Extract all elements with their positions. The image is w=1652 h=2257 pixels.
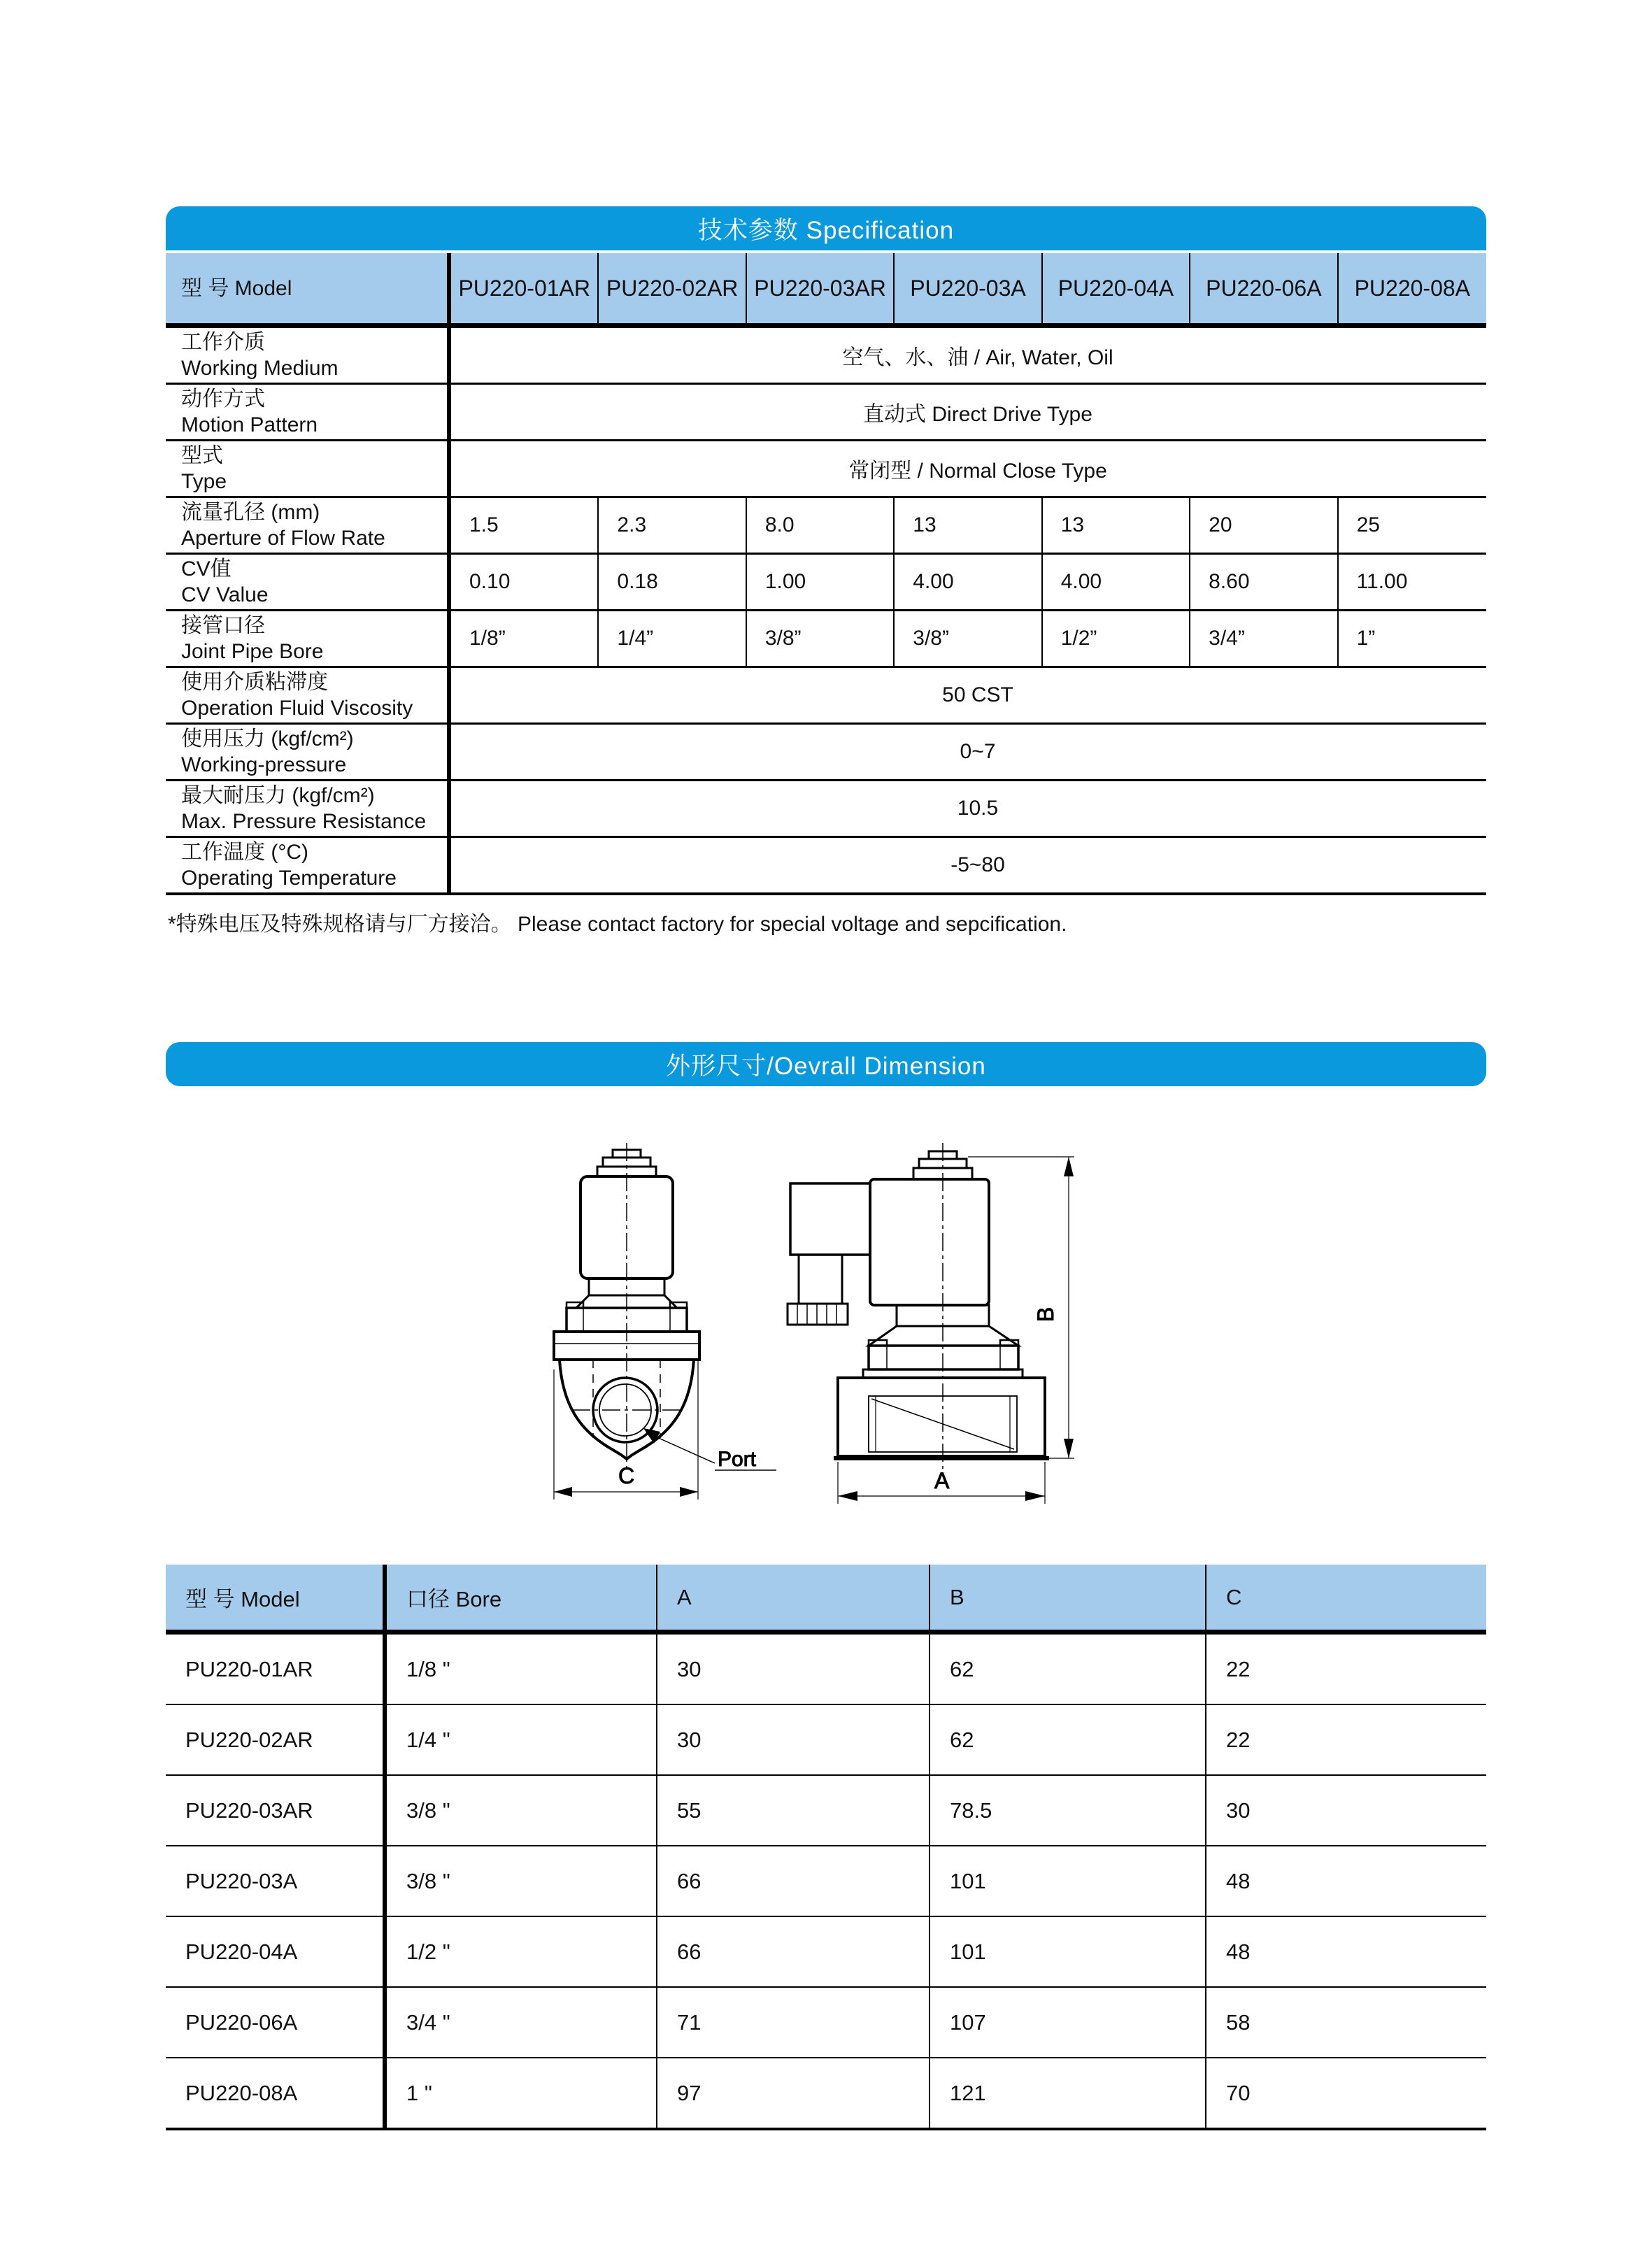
model-col-header: PU220-03A (895, 253, 1042, 323)
dim-a: 71 (657, 1988, 930, 2057)
model-header-label: 型 号 Model (166, 253, 451, 323)
row-value: 常闭型 / Normal Close Type (848, 460, 1107, 483)
dimension-b (968, 1157, 1074, 1458)
dim-header-bore: 口径 Bore (387, 1565, 657, 1630)
port-label: Port (718, 1448, 757, 1471)
valve-dimension-drawing (553, 1139, 1098, 1586)
dim-c: 58 (1226, 2009, 1251, 2035)
dim-a: 97 (657, 2058, 930, 2128)
dim-b: 101 (930, 1846, 1206, 1916)
din-connector (788, 1183, 870, 1325)
specification-table (166, 253, 1486, 895)
valve-line-drawing (553, 1139, 1098, 1586)
dimension-c (554, 1361, 698, 1500)
row-value: 空气、水、油 / Air, Water, Oil (842, 346, 1113, 369)
dim-b: 78.5 (930, 1776, 1206, 1845)
dim-bore: 1/2 " (387, 1917, 657, 1986)
dim-a: 66 (657, 1846, 930, 1916)
dim-a: 30 (657, 1705, 930, 1774)
dim-b: 62 (930, 1635, 1206, 1704)
row-label-en: Operation Fluid Viscosity (181, 697, 413, 720)
spec-section-title: 技术参数 Specification (697, 216, 955, 244)
spec-row-max-pressure (166, 781, 1486, 838)
row-label-cn: CV值 (181, 557, 232, 581)
row-value: 20 (1190, 498, 1338, 553)
row-value: 0~7 (960, 740, 996, 763)
row-label-cn: 使用介质粘滞度 (181, 671, 328, 694)
row-value: 13 (895, 498, 1042, 553)
dim-c: 22 (1226, 1727, 1251, 1752)
dim-b: 121 (930, 2058, 1206, 2128)
row-value: 11.00 (1356, 570, 1408, 593)
dim-model: PU220-08A (166, 2058, 387, 2128)
dim-c: 22 (1226, 1656, 1251, 1681)
dim-c: 48 (1226, 1939, 1251, 1964)
table-row (166, 1776, 1486, 1846)
dimension-section-title: 外形尺寸/Oevrall Dimension (666, 1052, 986, 1080)
row-label-cn: 工作温度 (°C) (181, 841, 308, 864)
dim-c-label: C (618, 1463, 635, 1488)
row-value: 1.5 (451, 498, 599, 553)
row-label-en: Motion Pattern (181, 413, 318, 436)
row-value: 8.60 (1190, 555, 1338, 609)
dim-header-c: C (1226, 1584, 1242, 1609)
row-label-cn: 使用压力 (kgf/cm²) (181, 727, 354, 750)
model-col-header: PU220-04A (1043, 253, 1190, 323)
model-header-row (166, 253, 1486, 328)
row-label-en: Max. Pressure Resistance (181, 810, 427, 833)
spec-row-cv-value (166, 555, 1486, 611)
row-value: 4.00 (1043, 555, 1190, 609)
row-value: 直动式 Direct Drive Type (863, 403, 1092, 426)
row-value: 1/2” (1043, 611, 1190, 666)
model-col-header: PU220-03AR (747, 253, 895, 323)
row-value: -5~80 (950, 853, 1005, 876)
row-value: 1.00 (747, 555, 895, 609)
row-label-cn: 动作方式 (181, 387, 265, 411)
row-label-en: Aperture of Flow Rate (181, 527, 385, 550)
dim-bore: 3/8 " (387, 1846, 657, 1916)
row-label-en: Working-pressure (181, 753, 347, 776)
spec-row-working-medium (166, 328, 1486, 385)
dim-bore: 3/8 " (387, 1776, 657, 1845)
row-label-cn: 工作介质 (181, 331, 265, 354)
dim-b: 62 (930, 1705, 1206, 1774)
dim-b: 101 (930, 1917, 1206, 1986)
row-value: 3/8” (747, 611, 895, 666)
dim-c: 70 (1226, 2080, 1251, 2105)
row-label-en: CV Value (181, 583, 269, 606)
front-view-valve (554, 1143, 776, 1500)
row-value: 25 (1356, 513, 1380, 536)
dim-a: 55 (657, 1776, 930, 1845)
row-value: 1” (1356, 627, 1376, 650)
row-label-en: Joint Pipe Bore (181, 640, 324, 663)
side-view-valve (788, 1143, 1074, 1504)
row-value: 10.5 (957, 797, 999, 820)
dim-model: PU220-06A (166, 1988, 387, 2057)
row-value: 8.0 (747, 498, 895, 553)
row-label-cn: 流量孔径 (mm) (181, 501, 320, 524)
dim-model: PU220-04A (166, 1917, 387, 1986)
row-value: 13 (1043, 498, 1190, 553)
model-col-header: PU220-08A (1354, 275, 1470, 301)
row-value: 1/4” (599, 611, 746, 666)
dim-a-label: A (934, 1468, 950, 1493)
dim-model: PU220-02AR (166, 1705, 387, 1774)
spec-row-operating-temperature (166, 838, 1486, 895)
row-label-cn: 型式 (181, 444, 223, 467)
dim-header-b: B (930, 1565, 1206, 1630)
spec-row-aperture (166, 498, 1486, 555)
spec-row-pipe-bore (166, 611, 1486, 668)
dim-bore: 1 " (387, 2058, 657, 2128)
dimension-a (838, 1462, 1045, 1504)
dim-model: PU220-01AR (166, 1635, 387, 1704)
dim-b: 107 (930, 1988, 1206, 2057)
row-label-en: Operating Temperature (181, 867, 397, 890)
row-value: 3/8” (895, 611, 1042, 666)
dimension-table-header (166, 1565, 1486, 1635)
model-col-header: PU220-01AR (451, 253, 599, 323)
spec-section-title-bar (166, 206, 1486, 250)
dim-header-a: A (657, 1565, 930, 1630)
spec-row-type (166, 441, 1486, 498)
row-value: 3/4” (1190, 611, 1338, 666)
model-col-header: PU220-02AR (599, 253, 746, 323)
dimension-table (166, 1565, 1486, 2130)
table-row (166, 1846, 1486, 1917)
table-row (166, 1917, 1486, 1988)
dim-c: 30 (1226, 1797, 1251, 1823)
special-voltage-footnote: *特殊电压及特殊规格请与厂方接洽。 Please contact factory for special voltage and sepcification. (168, 913, 1067, 936)
row-value: 1/8” (451, 611, 599, 666)
dim-bore: 1/8 " (387, 1635, 657, 1704)
dim-c: 48 (1226, 1868, 1251, 1893)
spec-row-working-pressure (166, 725, 1486, 781)
spec-row-viscosity (166, 668, 1486, 725)
table-row (166, 1635, 1486, 1705)
spec-row-motion-pattern (166, 385, 1486, 441)
table-row (166, 1988, 1486, 2058)
row-label-cn: 最大耐压力 (kgf/cm²) (181, 784, 375, 807)
row-value: 4.00 (895, 555, 1042, 609)
dim-bore: 3/4 " (387, 1988, 657, 2057)
dim-model: PU220-03AR (166, 1776, 387, 1845)
dim-a: 30 (657, 1635, 930, 1704)
model-col-header: PU220-06A (1190, 253, 1338, 323)
dim-header-model: 型 号 Model (166, 1565, 387, 1630)
row-value: 0.18 (599, 555, 746, 609)
dim-a: 66 (657, 1917, 930, 1986)
row-label-cn: 接管口径 (181, 614, 265, 637)
dimension-section-title-bar (166, 1042, 1486, 1086)
table-row (166, 1705, 1486, 1776)
row-label-en: Working Medium (181, 357, 339, 380)
table-row (166, 2058, 1486, 2130)
dim-model: PU220-03A (166, 1846, 387, 1916)
dim-bore: 1/4 " (387, 1705, 657, 1774)
row-label-en: Type (181, 470, 227, 493)
row-value: 2.3 (599, 498, 746, 553)
dim-b-label: B (1033, 1307, 1058, 1322)
row-value: 50 CST (942, 683, 1013, 706)
row-value: 0.10 (451, 555, 599, 609)
